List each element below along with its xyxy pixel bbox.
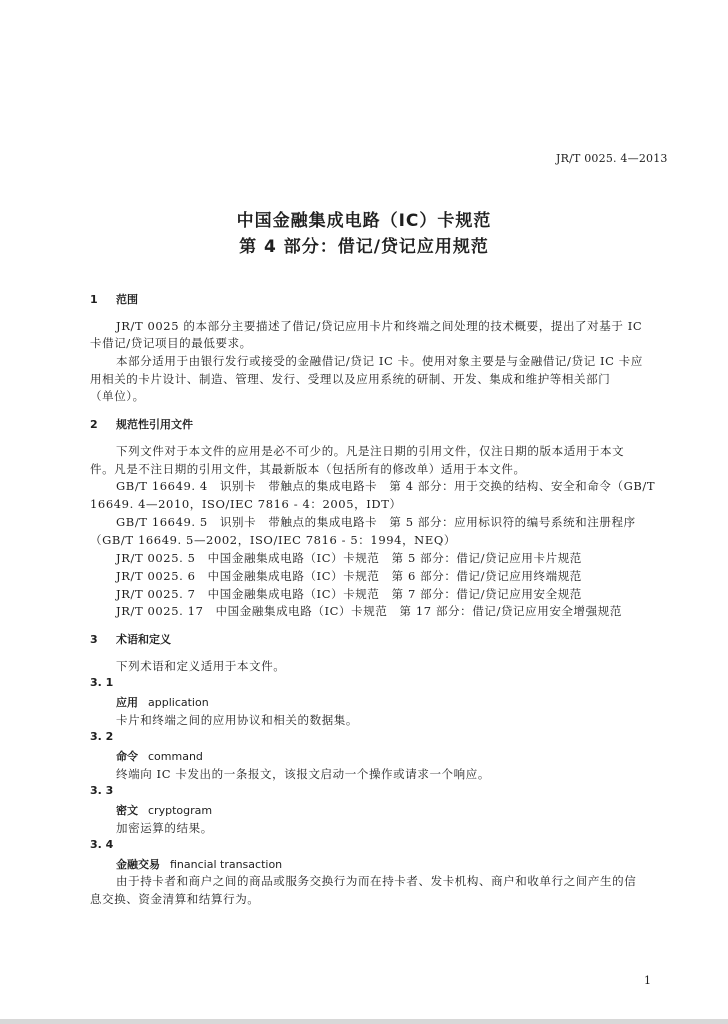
reference-6: JR/T 0025. 17 中国金融集成电路（IC）卡规范 第 17 部分：借记/贷记应用安全增强规范 (116, 604, 622, 618)
term-heading (116, 856, 282, 872)
section-3-number: 3 (90, 633, 98, 646)
reference-1-line1: GB/T 16649. 4 识别卡 带触点的集成电路卡 第 4 部分：用于交换的结构、安全和命令（GB/T (116, 479, 656, 493)
section-1-para1-line2: 卡借记/贷记项目的最低要求。 (90, 336, 252, 350)
document-subtitle: 第 4 部分：借记/贷记应用规范 (239, 237, 489, 257)
term-name-en: application (148, 696, 209, 709)
reference-4: JR/T 0025. 6 中国金融集成电路（IC）卡规范 第 6 部分：借记/贷记应用终端规范 (116, 569, 582, 583)
term-definition: 终端向 IC 卡发出的一条报文，该报文启动一个操作或请求一个响应。 (116, 767, 490, 781)
section-3-title: 术语和定义 (116, 633, 171, 646)
reference-3: JR/T 0025. 5 中国金融集成电路（IC）卡规范 第 5 部分：借记/贷记应用卡片规范 (116, 551, 582, 565)
section-3-intro: 下列术语和定义适用于本文件。 (116, 659, 286, 673)
reference-5: JR/T 0025. 7 中国金融集成电路（IC）卡规范 第 7 部分：借记/贷记应用安全规范 (116, 587, 582, 601)
term-number: 3. 4 (90, 838, 114, 851)
section-2-title: 规范性引用文件 (116, 418, 193, 431)
reference-1-line2: 16649. 4—2010，ISO/IEC 7816 - 4：2005，IDT） (90, 497, 402, 511)
term-definition: 卡片和终端之间的应用协议和相关的数据集。 (116, 713, 358, 727)
section-1-para2-line3: （单位）。 (90, 389, 145, 403)
term-name-en: command (148, 750, 203, 763)
term-name-zh: 命令 (116, 750, 138, 763)
reference-2-line2: （GB/T 16649. 5—2002，ISO/IEC 7816 - 5：1994，NEQ） (90, 533, 456, 547)
term-name-zh: 密文 (116, 804, 138, 817)
term-definition: 加密运算的结果。 (116, 821, 213, 835)
term-definition-line2: 息交换、资金清算和结算行为。 (90, 892, 260, 906)
term-name-en: financial transaction (170, 858, 283, 871)
scan-edge (0, 1019, 728, 1024)
term-heading (116, 694, 209, 710)
reference-2-line1: GB/T 16649. 5 识别卡 带触点的集成电路卡 第 5 部分：应用标识符的编号系统和注册程序 (116, 515, 636, 529)
section-3-heading (90, 631, 171, 647)
section-1-number: 1 (90, 293, 98, 306)
section-2-intro-line1: 下列文件对于本文件的应用是必不可少的。凡是注日期的引用文件，仅注日期的版本适用于本文 (116, 444, 625, 458)
section-1-para2-line2: 用相关的卡片设计、制造、管理、发行、受理以及应用系统的研制、开发、集成和维护等相关部门 (90, 372, 611, 386)
section-2-number: 2 (90, 418, 98, 431)
term-name-zh: 应用 (116, 696, 138, 709)
term-name-zh: 金融交易 (116, 858, 160, 871)
term-definition-line1: 由于持卡者和商户之间的商品或服务交换行为而在持卡者、发卡机构、商户和收单行之间产生的信 (116, 874, 637, 888)
section-2-intro-line2: 件。凡是不注日期的引用文件，其最新版本（包括所有的修改单）适用于本文件。 (90, 462, 526, 476)
section-1-title: 范围 (116, 293, 138, 306)
document-title: 中国金融集成电路（IC）卡规范 (236, 211, 492, 231)
term-number: 3. 1 (90, 676, 114, 689)
term-name-en: cryptogram (148, 804, 213, 817)
term-number: 3. 2 (90, 730, 114, 743)
term-heading (116, 802, 212, 818)
page-number: 1 (644, 974, 651, 987)
section-1-para2-line1: 本部分适用于由银行发行或接受的金融借记/贷记 IC 卡。使用对象主要是与金融借记/贷记 IC 卡应 (116, 354, 643, 368)
term-heading (116, 748, 203, 764)
term-number: 3. 3 (90, 784, 114, 797)
section-2-heading (90, 416, 193, 432)
section-1-heading (90, 291, 138, 307)
section-1-para1-line1: JR/T 0025 的本部分主要描述了借记/贷记应用卡片和终端之间处理的技术概要，提出了对基于 IC (116, 319, 643, 333)
standard-number: JR/T 0025. 4—2013 (556, 152, 668, 165)
